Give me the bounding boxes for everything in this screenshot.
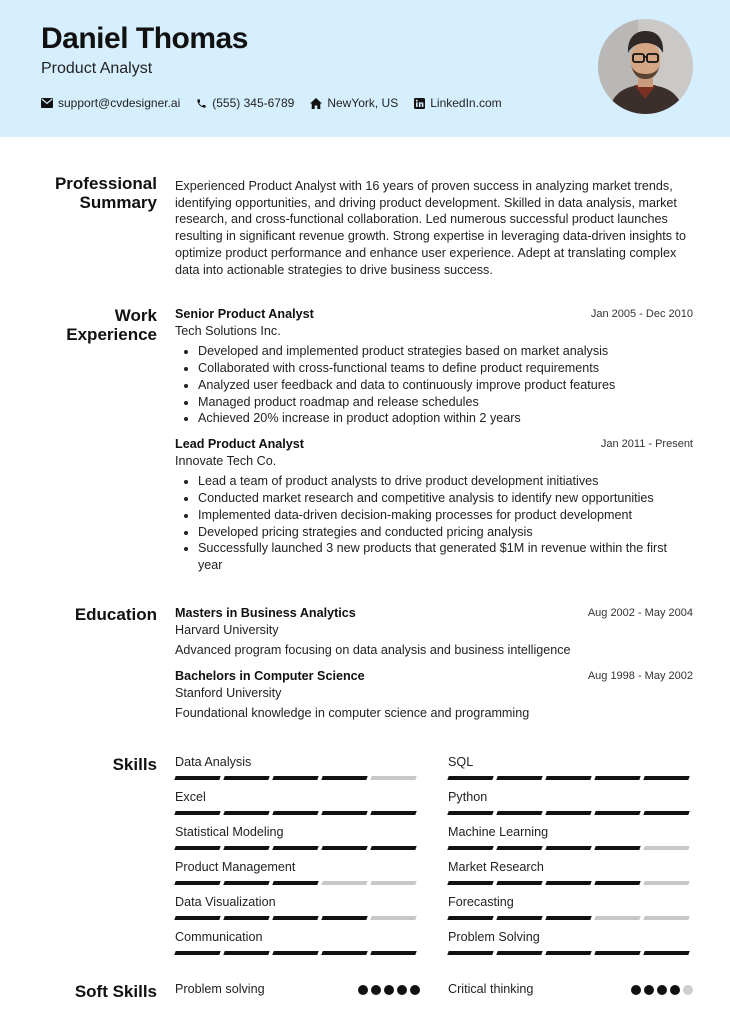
skill-level-bar (448, 811, 689, 815)
skill-level-segment (223, 846, 269, 850)
candidate-name: Daniel Thomas (41, 22, 248, 55)
job-bullet: • Conducted market research and competitive analysis to identify new opportunities (198, 490, 693, 507)
job-bullet: • Managed product roadmap and release schedules (198, 394, 693, 411)
skill-level-segment (447, 951, 493, 955)
skill-level-segment (447, 916, 493, 920)
skill-level-segment (496, 846, 542, 850)
skill-name: Product Management (175, 860, 296, 874)
skill-level-segment (272, 951, 318, 955)
skill-level-bar (448, 776, 689, 780)
skill-level-segment (174, 951, 220, 955)
skill-level-segment (370, 846, 416, 850)
skill-level-segment (174, 846, 220, 850)
skill-name: Forecasting (448, 895, 514, 909)
skill-level-segment (321, 811, 367, 815)
job-company: Tech Solutions Inc. (175, 323, 281, 338)
skill-level-segment (545, 811, 591, 815)
skill-item (175, 860, 420, 874)
skill-level-segment (223, 811, 269, 815)
phone-text: (555) 345-6789 (212, 96, 295, 110)
skill-level-segment (545, 881, 591, 885)
experience-heading-line2: Experience (66, 325, 157, 344)
job-dates: Jan 2011 - Present (600, 438, 693, 450)
skill-level-segment (321, 916, 367, 920)
skill-level-segment (321, 881, 367, 885)
education-entry (175, 668, 693, 722)
skill-level-segment (545, 776, 591, 780)
soft-skill-item (175, 982, 420, 996)
phone-icon (196, 98, 207, 109)
job-bullet: • Developed and implemented product strategies based on market analysis (198, 343, 693, 360)
profile-photo (598, 19, 693, 114)
email-text: support@cvdesigner.ai (58, 96, 181, 110)
phone-contact[interactable] (196, 96, 294, 110)
skill-level-segment (643, 916, 689, 920)
summary-heading-line1: Professional (54, 174, 157, 193)
skill-level-segment (447, 881, 493, 885)
skill-level-bar (448, 951, 689, 955)
skill-level-segment (174, 916, 220, 920)
education-dates: Aug 2002 - May 2004 (587, 607, 693, 619)
rating-dot (683, 985, 693, 995)
skill-name: Data Analysis (175, 755, 252, 769)
soft-skill-rating (631, 985, 693, 995)
skill-level-segment (223, 916, 269, 920)
skill-name: Machine Learning (448, 825, 549, 839)
rating-dot (644, 985, 654, 995)
location-contact (310, 96, 398, 110)
skill-level-segment (223, 776, 269, 780)
education-school: Harvard University (175, 622, 279, 637)
job-bullet: • Analyzed user feedback and data to continuously improve product features (198, 377, 693, 394)
skill-level-bar (448, 916, 689, 920)
experience-heading (0, 306, 157, 344)
home-icon (310, 98, 322, 109)
job-entry (175, 306, 693, 427)
skill-level-segment (370, 951, 416, 955)
skill-item (448, 930, 693, 944)
skill-level-segment (272, 811, 318, 815)
skill-level-segment (370, 881, 416, 885)
skill-level-segment (370, 776, 416, 780)
skill-item (448, 895, 693, 909)
soft-skill-name: Critical thinking (448, 982, 534, 996)
education-dates: Aug 1998 - May 2002 (587, 670, 693, 682)
job-bullet: • Developed pricing strategies and conducted pricing analysis (198, 524, 693, 541)
skill-item (175, 755, 420, 769)
job-bullet: • Successfully launched 3 new products that generated $1M in revenue within the first year (198, 540, 693, 573)
skill-level-segment (272, 916, 318, 920)
job-bullet: • Implemented data-driven decision-making processes for product development (198, 507, 693, 524)
skill-level-segment (174, 776, 220, 780)
job-bullet: • Collaborated with cross-functional teams to define product requirements (198, 360, 693, 377)
job-bullets (175, 473, 693, 573)
skill-item (448, 825, 693, 839)
skill-level-segment (496, 916, 542, 920)
rating-dot (397, 985, 407, 995)
skill-name: Data Visualization (175, 895, 276, 909)
skill-level-bar (175, 881, 416, 885)
skill-level-segment (223, 881, 269, 885)
skill-level-segment (370, 916, 416, 920)
linkedin-text: LinkedIn.com (430, 96, 502, 110)
experience-heading-line1: Work (114, 306, 157, 325)
rating-dot (384, 985, 394, 995)
skill-level-segment (643, 776, 689, 780)
skill-level-segment (643, 846, 689, 850)
candidate-title: Product Analyst (41, 60, 153, 77)
job-company: Innovate Tech Co. (175, 453, 277, 468)
education-degree: Masters in Business Analytics (175, 606, 356, 620)
skill-level-segment (594, 846, 640, 850)
skill-level-segment (545, 951, 591, 955)
job-bullet: • Achieved 20% increase in product adoption within 2 years (198, 410, 693, 427)
skill-level-segment (321, 776, 367, 780)
rating-dot (410, 985, 420, 995)
skill-item (175, 930, 420, 944)
skill-level-segment (594, 916, 640, 920)
skill-name: SQL (448, 755, 474, 769)
soft-skill-name: Problem solving (175, 982, 265, 996)
skill-level-segment (321, 846, 367, 850)
job-title: Lead Product Analyst (175, 437, 304, 451)
skill-name: Market Research (448, 860, 544, 874)
education-entry (175, 605, 693, 659)
education-school: Stanford University (175, 685, 282, 700)
skill-name: Excel (175, 790, 206, 804)
soft-skill-rating (358, 985, 420, 995)
linkedin-icon (414, 98, 425, 109)
job-dates: Jan 2005 - Dec 2010 (590, 308, 693, 320)
skill-level-segment (594, 881, 640, 885)
email-contact[interactable] (41, 96, 180, 110)
skill-level-segment (496, 811, 542, 815)
skill-level-segment (496, 951, 542, 955)
soft-skill-item (448, 982, 693, 996)
header-banner (0, 0, 730, 137)
summary-text: Experienced Product Analyst with 16 years of proven success in analyzing market trends, identifying opportunities, and driving product development. Skilled in data analysis, market research, and cross-functional collaboration. Led numerous successful product launches resulting in significant revenue growth. Strong expertise in leveraging data-driven insights to optimize product performance and enhance user experience. Adept at translating complex data into actionable strategies to drive business success. (175, 179, 687, 277)
skill-level-segment (594, 811, 640, 815)
job-title: Senior Product Analyst (175, 307, 314, 321)
linkedin-contact[interactable] (414, 96, 501, 110)
skill-level-segment (447, 776, 493, 780)
skill-name: Python (448, 790, 488, 804)
skill-name: Problem Solving (448, 930, 540, 944)
skill-level-segment (496, 776, 542, 780)
skill-item (448, 860, 693, 874)
job-bullet: • Lead a team of product analysts to drive product development initiatives (198, 473, 693, 490)
skill-level-bar (175, 846, 416, 850)
summary-heading (0, 174, 157, 212)
skill-level-segment (545, 916, 591, 920)
education-description: Foundational knowledge in computer science and programming (175, 706, 530, 721)
skill-item (175, 825, 420, 839)
soft-skills-heading: Soft Skills (74, 982, 157, 1001)
skill-level-segment (643, 811, 689, 815)
skills-heading: Skills (112, 755, 157, 774)
skill-item (448, 790, 693, 804)
skill-level-segment (272, 881, 318, 885)
rating-dot (371, 985, 381, 995)
education-degree: Bachelors in Computer Science (175, 669, 365, 683)
skill-level-segment (447, 811, 493, 815)
skill-level-segment (272, 846, 318, 850)
skill-level-segment (643, 881, 689, 885)
location-text: NewYork, US (327, 96, 399, 110)
skill-level-segment (370, 811, 416, 815)
skill-level-bar (175, 811, 416, 815)
rating-dot (358, 985, 368, 995)
skill-level-segment (545, 846, 591, 850)
skill-level-segment (643, 951, 689, 955)
skill-name: Statistical Modeling (175, 825, 284, 839)
skill-level-segment (272, 776, 318, 780)
skill-level-bar (175, 916, 416, 920)
skill-level-bar (448, 881, 689, 885)
skill-level-segment (321, 951, 367, 955)
skill-level-segment (594, 951, 640, 955)
job-entry (175, 436, 693, 574)
skill-item (175, 895, 420, 909)
skill-name: Communication (175, 930, 263, 944)
skill-item (448, 755, 693, 769)
skill-level-bar (175, 951, 416, 955)
summary-heading-line2: Summary (79, 193, 157, 212)
skill-level-segment (594, 776, 640, 780)
rating-dot (670, 985, 680, 995)
skill-level-segment (496, 881, 542, 885)
job-bullets (175, 343, 693, 427)
skill-level-bar (448, 846, 689, 850)
skill-item (175, 790, 420, 804)
skill-level-segment (447, 846, 493, 850)
education-description: Advanced program focusing on data analysis and business intelligence (175, 643, 571, 658)
education-heading: Education (74, 605, 157, 624)
skill-level-bar (175, 776, 416, 780)
skill-level-segment (174, 881, 220, 885)
envelope-icon (41, 98, 53, 108)
skill-level-segment (174, 811, 220, 815)
skill-level-segment (223, 951, 269, 955)
rating-dot (657, 985, 667, 995)
contact-row (41, 96, 502, 110)
rating-dot (631, 985, 641, 995)
